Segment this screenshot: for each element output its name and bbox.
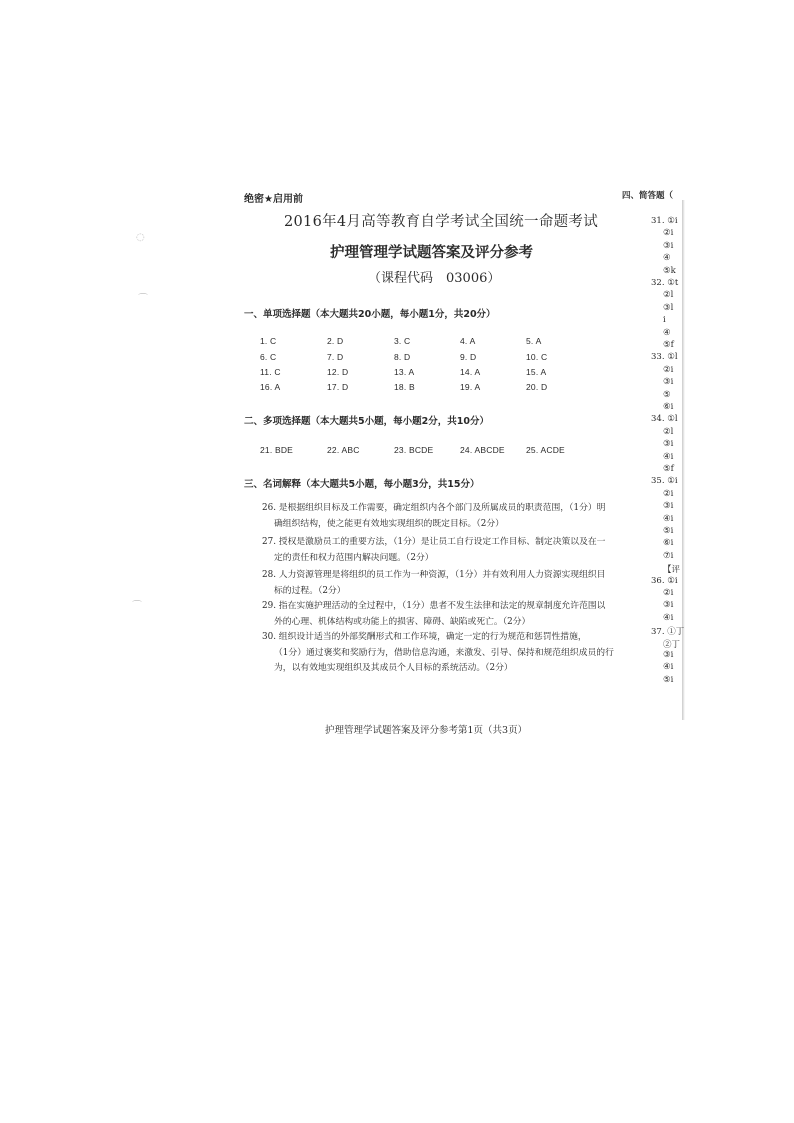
answer-item: 15. A	[526, 367, 547, 377]
definition-item	[262, 568, 605, 599]
answer-item: 25. ACDE	[526, 445, 565, 455]
answer-item: 21. BDE	[260, 445, 294, 455]
definition-line: 为，以有效地实现组织及其成员个人目标的系统活动。（2分）	[274, 663, 513, 673]
course-code: （课程代码 03006）	[368, 271, 501, 286]
right-column-line: ②i	[663, 588, 674, 598]
definition-line: 27. 授权是激励员工的重要方法，（1分）是让员工自行设定工作目标、制定决策以及在一	[262, 537, 606, 547]
answer-item: 7. D	[327, 352, 344, 362]
definition-line: 26. 是根据组织目标及工作需要，确定组织内各个部门及所属成员的职责范围，（1分）明	[262, 503, 606, 513]
right-column-line: ③l	[663, 302, 674, 313]
right-column-line: ②i	[663, 228, 674, 239]
answer-item: 13. A	[394, 367, 415, 377]
section1-heading: 一、单项选择题（本大题共20小题，每小题1分，共20分）	[244, 309, 496, 320]
right-column-line: ⑤i	[663, 674, 674, 685]
right-column-line: 34. ①l	[651, 414, 678, 425]
answer-item: 6. C	[260, 352, 277, 362]
section4-heading: 四、简答题（	[622, 191, 674, 201]
right-column-line: ②i	[663, 364, 674, 375]
answer-item: 9. D	[460, 352, 477, 362]
right-column-line: 33. ①l	[651, 352, 678, 363]
answer-item: 18. B	[394, 382, 415, 392]
answer-item: 17. D	[327, 382, 349, 392]
definition-item	[262, 630, 614, 677]
definition-item	[262, 501, 605, 532]
right-column-line: ⑤	[663, 389, 671, 400]
definition-line: 29. 指在实施护理活动的全过程中，（1分）患者不发生法律和法定的规章制度允许范围以	[262, 601, 606, 611]
answer-item: 24. ABCDE	[460, 445, 505, 455]
definition-line: （1分）通过褒奖和奖励行为，借助信息沟通，来激发、引导、保持和规范组织成员的行	[274, 647, 614, 658]
page-footer: 护理管理学试题答案及评分参考第1页（共3页）	[325, 725, 528, 736]
right-column-line: ④i	[663, 612, 674, 623]
answer-item: 11. C	[260, 367, 281, 377]
answer-item: 1. C	[260, 336, 277, 346]
scan-speck: ◌	[136, 232, 145, 243]
right-column-line: ②i	[663, 488, 674, 499]
definition-line: 外的心理、机体结构或功能上的损害、障碍、缺陷或死亡。（2分）	[274, 616, 531, 627]
right-column-line: ④	[663, 327, 671, 338]
right-column-line: ⑤k	[663, 265, 676, 276]
answer-item: 8. D	[394, 352, 411, 362]
page-edge-shadow	[682, 200, 685, 720]
right-column-line: 31. ①i	[651, 216, 678, 226]
right-column-line: 35. ①i	[651, 476, 678, 487]
answer-item: 14. A	[460, 367, 481, 377]
definition-item	[262, 535, 605, 566]
right-column-line: ③i	[663, 501, 674, 512]
answer-item: 12. D	[327, 367, 349, 377]
definition-line: 28. 人力资源管理是将组织的员工作为一种资源，（1分）并有效利用人力资源实现组织目	[262, 570, 606, 580]
right-column-line: ②l	[663, 426, 674, 437]
right-column-line: ⑤i	[663, 526, 674, 536]
definition-line: 确组织结构，使之能更有效地实现组织的既定目标。（2分）	[274, 518, 504, 529]
exam-title: 2016年4月高等教育自学考试全国统一命题考试	[284, 214, 599, 230]
right-column-line: ②丁	[663, 639, 681, 650]
right-column-line: ③i	[663, 600, 674, 611]
answer-item: 23. BCDE	[394, 445, 434, 455]
definition-line: 定的责任和权力范围内解决问题。（2分）	[274, 552, 434, 563]
right-column-line: i	[663, 315, 666, 326]
right-column-line: ③i	[663, 650, 674, 660]
right-column-line: ②l	[663, 290, 674, 301]
right-column-line: ③i	[663, 439, 674, 450]
right-column-line: 32. ①t	[651, 278, 679, 288]
definition-line: 标的过程。（2分）	[274, 585, 346, 596]
right-column-line: ⑥i	[663, 538, 674, 549]
right-column-line: ⑦i	[663, 550, 674, 561]
answer-item: 10. C	[526, 352, 548, 362]
answer-item: 5. A	[526, 336, 542, 346]
answer-item: 19. A	[460, 382, 481, 392]
answer-item: 20. D	[526, 382, 548, 392]
right-column-line: ⑤f	[663, 340, 674, 350]
right-column-line: 【评	[663, 565, 681, 576]
definition-line: 30. 组织设计适当的外部奖酬形式和工作环境，确定一定的行为规范和惩罚性措施，	[262, 632, 587, 642]
right-column-line: ⑥i	[663, 402, 674, 412]
definition-item	[262, 599, 605, 630]
answer-item: 3. C	[394, 336, 411, 346]
answer-item: 4. A	[460, 336, 476, 346]
scan-speck: ⌒	[138, 294, 148, 305]
right-column-line: ③i	[663, 377, 674, 388]
right-column-line: ④i	[663, 513, 674, 524]
answer-item: 16. A	[260, 382, 281, 392]
right-column-line: ③i	[663, 240, 674, 251]
answer-item: 22. ABC	[327, 445, 360, 455]
right-column-line: ④i	[663, 662, 674, 673]
right-column-line: ⑤f	[663, 464, 674, 474]
right-column-line: 37. ①丁	[651, 627, 685, 638]
right-column-line: ④i	[663, 451, 674, 462]
confidential-label: 绝密★启用前	[244, 194, 303, 205]
section3-heading: 三、名词解释（本大题共5小题，每小题3分，共15分）	[244, 479, 480, 490]
section2-heading: 二、多项选择题（本大题共5小题，每小题2分，共10分）	[244, 416, 489, 427]
document-title: 护理管理学试题答案及评分参考	[330, 244, 533, 261]
right-column-line: 36. ①i	[651, 575, 678, 586]
scan-speck: ⌒	[132, 601, 142, 612]
answer-item: 2. D	[327, 336, 344, 346]
right-column-line: ④	[663, 253, 671, 264]
